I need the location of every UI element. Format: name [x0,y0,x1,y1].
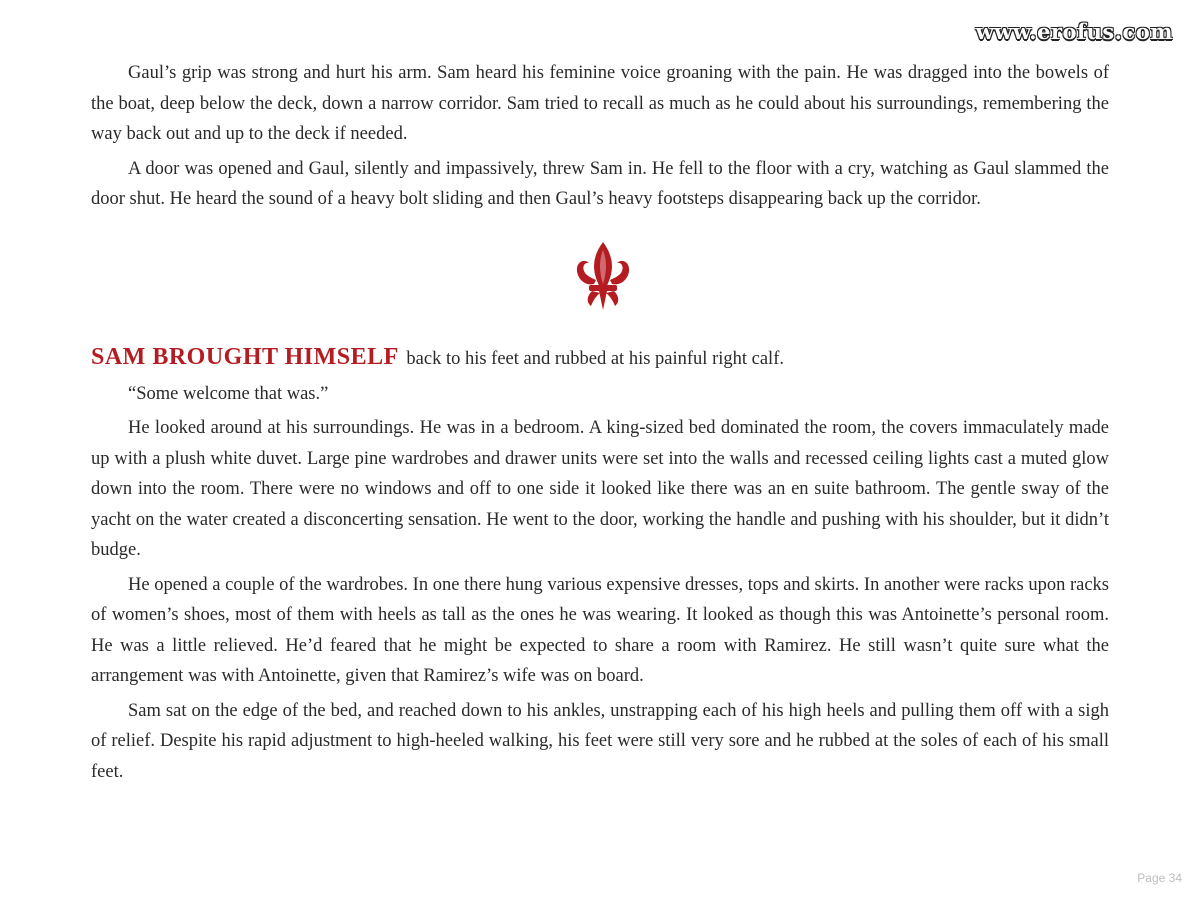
paragraph: A door was opened and Gaul, silently and impassively, threw Sam in. He fell to the floor with a cry, watching as Gaul slammed the door shut. He heard the sound of a heavy bolt sliding and then Gaul’s heavy footsteps disappearing back up the corridor. [91,158,1109,209]
paragraph: He looked around at his surroundings. He was in a bedroom. A king-sized bed dominated the room, the covers immaculately made up with a plush white duvet. Large pine wardrobes and drawer units were set into the walls and recessed ceiling lights cast a muted glow down into the room. There were no windows and off to one side it looked like there was an en suite bathroom. The gentle sway of the yacht on the water created a disconcerting sensation. He went to the door, working the handle and pushing with his shoulder, but it didn’t budge. [91,418,1109,560]
text-section-1 [91,58,1109,219]
paragraph: Sam sat on the edge of the bed, and reached down to his ankles, unstrapping each of his high heels and pulling them off with a sigh of relief. Despite his rapid adjustment to high-heeled walking, his feet were still very sore and he rubbed at the soles of each of his small feet. [91,700,1109,782]
text-section-2 [91,342,1109,791]
fleur-de-lis-icon [572,240,634,312]
page-number: Page 34 [1137,871,1182,885]
paragraph: “Some welcome that was.” [128,383,329,404]
watermark: www.erofus.com [975,19,1173,44]
paragraph: Gaul’s grip was strong and hurt his arm. Sam heard his feminine voice groaning with the pain. He was dragged into the bowels of the boat, deep below the deck, down a narrow corridor. Sam tried to recall as much as he could about his surroundings, remembering the way back out and up to the deck if needed. [91,63,1109,144]
paragraph: He opened a couple of the wardrobes. In one there hung various expensive dresses, tops and skirts. In another were racks upon racks of women’s shoes, most of them with heels as tall as the ones he was wearing. It looked as though this was Antoinette’s personal room. He was a little relieved. He’d feared that he might be expected to share a room with Ramirez. He still wasn’t quite sure what the arrangement was with Antoinette, given that Ramirez’s wife was on board. [91,574,1109,686]
lead-rest: back to his feet and rubbed at his painful right calf. [406,349,784,369]
lead-caps: SAM BROUGHT HIMSELF [91,344,399,370]
opening-paragraph [91,342,1109,375]
